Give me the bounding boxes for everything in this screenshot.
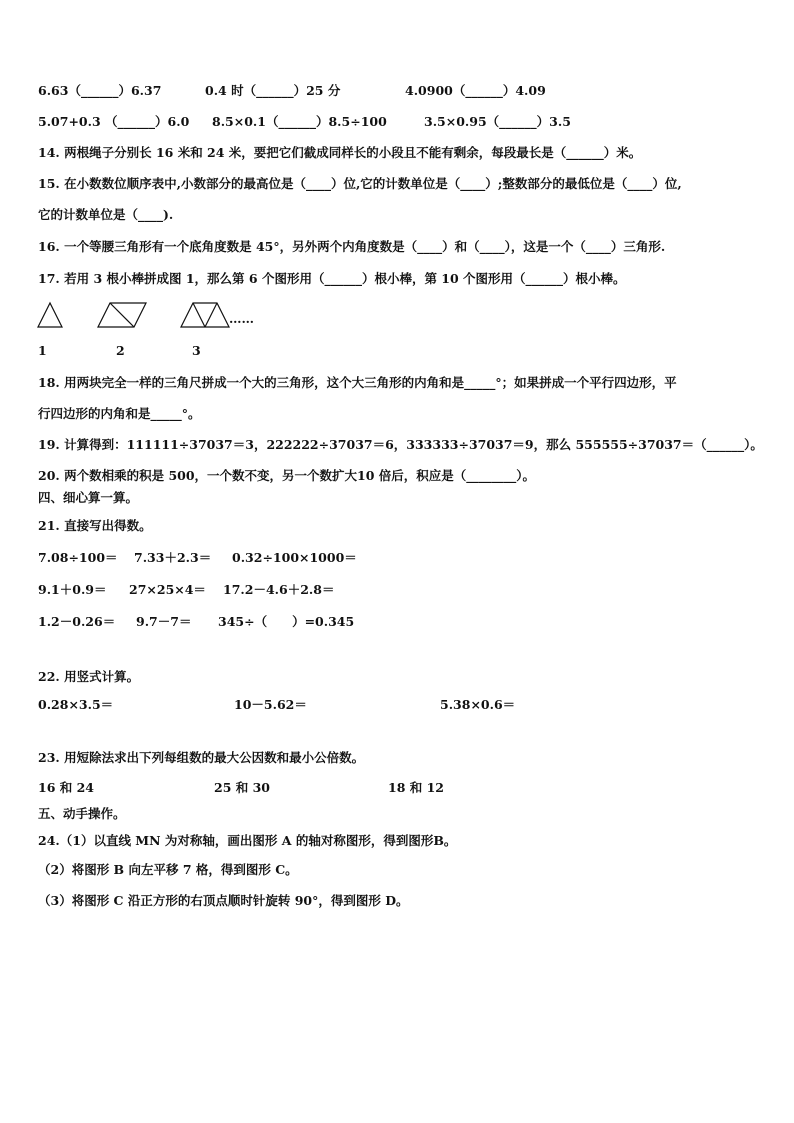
question-19: 19. 计算得到：111111÷37037＝3，222222÷37037＝6，333333÷37037＝9，那么 555555÷37037＝（______）。 [38,437,763,452]
question-14: 14. 两根绳子分别长 16 米和 24 米，要把它们截成同样长的小段且不能有剩余，每段最长是（______）米。 [38,145,642,160]
question-17: 17. 若用 3 根小棒拼成图 1，那么第 6 个图形用（______）根小棒，第 10 个图形用（______）根小棒。 [38,271,626,286]
compare-item: 3.5×0.95（______）3.5 [424,114,571,129]
compare-item: 4.0900（______）4.09 [405,83,546,98]
compare-item: 8.5×0.1（______）8.5÷100 [212,114,387,129]
question-21-title: 21. 直接写出得数。 [38,518,152,533]
ellipsis: …… [229,311,254,326]
question-24-part2: （2）将图形 B 向左平移 7 格，得到图形 C。 [38,862,298,877]
number-pair: 18 和 12 [388,780,444,795]
calc-item: 9.1＋0.9＝ [38,582,107,597]
compare-item: 5.07+0.3 （______）6.0 [38,114,190,129]
stick-triangle-figures [36,300,296,332]
question-15-line2: 它的计数单位是（____). [38,207,174,222]
number-pair: 25 和 30 [214,780,270,795]
figure-label: 2 [116,343,125,358]
question-24-part3: （3）将图形 C 沿正方形的右顶点顺时针旋转 90°，得到图形 D。 [38,893,409,908]
calc-item: 345÷（ ）=0.345 [218,614,355,629]
calc-item: 9.7－7＝ [136,614,192,629]
question-18-line1: 18. 用两块完全一样的三角尺拼成一个大的三角形，这个大三角形的内角和是_____°；如果拼成一个平行四边形，平 [38,375,677,390]
question-22-title: 22. 用竖式计算。 [38,669,140,684]
calc-item: 7.33＋2.3＝ [134,550,212,565]
calc-item: 7.08÷100＝ [38,550,118,565]
figure-3-triangles [181,303,229,327]
figure-1-triangle [38,303,62,327]
calc-item: 27×25×4＝ [129,582,206,597]
section-5-heading: 五、动手操作。 [38,806,126,821]
calc-item: 0.32÷100×1000＝ [232,550,357,565]
question-20: 20. 两个数相乘的积是 500，一个数不变，另一个数扩大10 倍后，积应是（________）。 [38,468,536,483]
vertical-calc-item: 10－5.62＝ [234,697,307,712]
question-24-part1: 24.（1）以直线 MN 为对称轴，画出图形 A 的轴对称图形，得到图形B。 [38,833,457,848]
number-pair: 16 和 24 [38,780,94,795]
figure-label: 3 [192,343,201,358]
figure-2-parallelogram [98,303,146,327]
vertical-calc-item: 0.28×3.5＝ [38,697,114,712]
compare-item: 0.4 时（______）25 分 [205,83,341,98]
section-4-heading: 四、细心算一算。 [38,490,139,505]
question-16: 16. 一个等腰三角形有一个底角度数是 45°，另外两个内角度数是（____）和（____），这是一个（____）三角形. [38,239,666,254]
compare-item: 6.63（______）6.37 [38,83,162,98]
question-23-title: 23. 用短除法求出下列每组数的最大公因数和最小公倍数。 [38,750,365,765]
question-15-line1: 15. 在小数数位顺序表中,小数部分的最高位是（____）位,它的计数单位是（____）;整数部分的最低位是（____）位, [38,176,682,191]
calc-item: 1.2－0.26＝ [38,614,116,629]
vertical-calc-item: 5.38×0.6＝ [440,697,516,712]
calc-item: 17.2－4.6＋2.8＝ [223,582,335,597]
figure-label: 1 [38,343,47,358]
question-18-line2: 行四边形的内角和是_____°。 [38,406,201,421]
